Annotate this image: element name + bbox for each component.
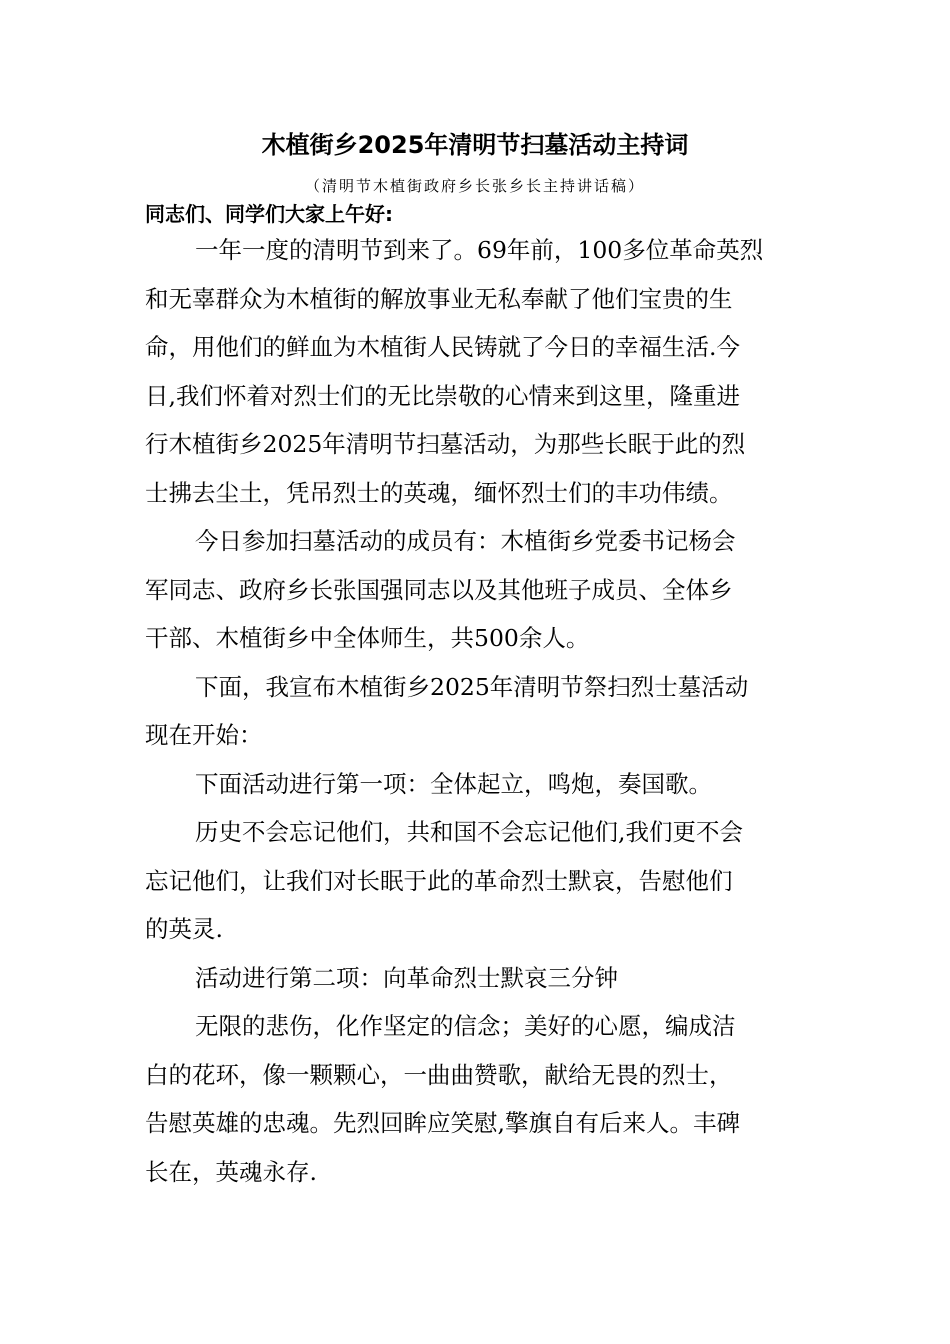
text-line: 忘记他们，让我们对长眠于此的革命烈士默哀，告慰他们: [145, 866, 733, 895]
greeting-line: 同志们、同学们大家上午好:: [145, 202, 393, 226]
paragraph: [145, 1002, 810, 1196]
text-line: 行木植街乡2025年清明节扫墓活动，为那些长眠于此的烈: [145, 430, 746, 458]
text-line: 军同志、政府乡长张国强同志以及其他班子成员、全体乡: [145, 575, 733, 604]
document-title: 木植街乡2025年清明节扫墓活动主持词: [261, 131, 689, 159]
text-line: 和无辜群众为木植街的解放事业无私奉献了他们宝贵的生: [145, 284, 733, 313]
text-line: 一年一度的清明节到来了。69年前，100多位革命英烈: [195, 236, 764, 264]
text-line: 活动进行第二项：向革命烈士默哀三分钟: [195, 963, 618, 992]
text-line: 历史不会忘记他们，共和国不会忘记他们,我们更不会: [195, 818, 743, 846]
paragraph: [145, 226, 810, 517]
text-line: 日,我们怀着对烈士们的无比崇敬的心情来到这里，隆重进: [145, 381, 740, 410]
text-line: 现在开始：: [145, 721, 263, 749]
document-body: [145, 226, 810, 1196]
document-subtitle: （清明节木植街政府乡长张乡长主持讲话稿）: [304, 177, 645, 195]
text-line: 士拂去尘土，凭吊烈士的英魂，缅怀烈士们的丰功伟绩。: [145, 478, 733, 507]
text-line: 命，用他们的鲜血为木植街人民铸就了今日的幸福生活.今: [145, 333, 740, 361]
text-line: 下面活动进行第一项：全体起立，鸣炮，奏国歌。: [195, 769, 712, 798]
text-line: 下面，我宣布木植街乡2025年清明节祭扫烈士墓活动: [195, 672, 749, 701]
paragraph: [145, 808, 810, 954]
text-line: 白的花环，像一颗颗心，一曲曲赞歌，献给无畏的烈士，: [145, 1060, 733, 1089]
paragraph: [145, 760, 810, 809]
text-line: 干部、木植街乡中全体师生，共500余人。: [145, 624, 590, 652]
text-line: 长在，英魂永存.: [145, 1157, 317, 1186]
text-line: 的英灵.: [145, 915, 223, 943]
text-line: 告慰英雄的忠魂。先烈回眸应笑慰,擎旗自有后来人。丰碑: [145, 1109, 740, 1137]
paragraph: [145, 663, 810, 760]
paragraph: [145, 954, 810, 1003]
text-line: 今日参加扫墓活动的成员有：木植街乡党委书记杨会: [195, 527, 736, 555]
paragraph: [145, 517, 810, 663]
text-line: 无限的悲伤，化作坚定的信念；美好的心愿，编成洁: [195, 1012, 736, 1040]
